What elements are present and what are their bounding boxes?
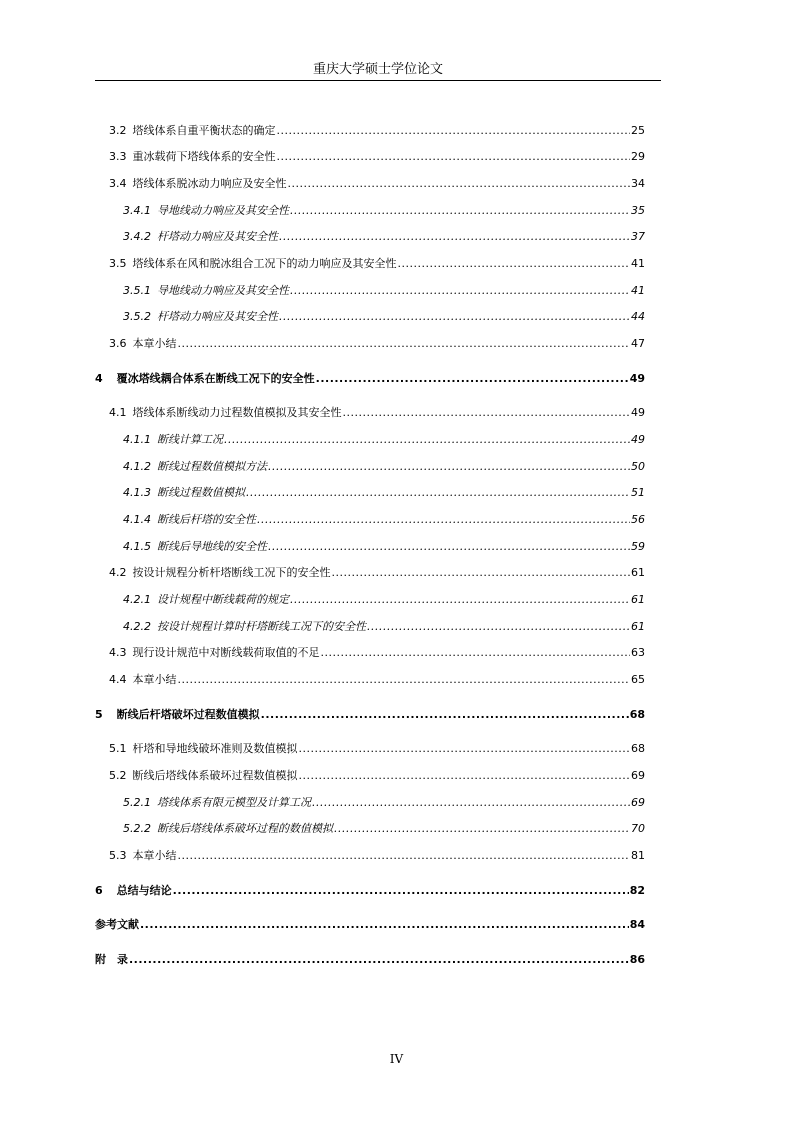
toc-entry-page: 68 xyxy=(629,708,645,721)
toc-entry-number: 3.3 xyxy=(109,150,127,163)
toc-leader xyxy=(257,512,630,528)
toc-entry[interactable] xyxy=(95,459,645,475)
toc-leader xyxy=(312,795,630,811)
toc-entry-page: 29 xyxy=(631,150,645,163)
toc-entry-page: 44 xyxy=(631,310,645,323)
toc-leader xyxy=(279,229,630,245)
toc-entry-title: 杆塔动力响应及其安全性 xyxy=(157,310,278,323)
toc-leader xyxy=(316,371,629,387)
toc-entry-title: 参考文献 xyxy=(95,918,139,931)
toc-entry-page: 37 xyxy=(631,230,645,243)
toc-entry-number: 4.1.3 xyxy=(123,486,151,499)
toc-entry[interactable] xyxy=(95,645,645,661)
toc-entry-page: 70 xyxy=(631,822,645,835)
toc-entry-title: 断线过程数值模拟方法 xyxy=(157,460,267,473)
toc-entry-page: 49 xyxy=(631,433,645,446)
toc-entry-title: 塔线体系在风和脱冰组合工况下的动力响应及其安全性 xyxy=(132,257,397,270)
toc-leader xyxy=(178,336,631,352)
toc-entry[interactable] xyxy=(95,707,645,723)
toc-leader xyxy=(290,283,630,299)
toc-leader xyxy=(321,645,631,661)
toc-entry-page: 65 xyxy=(631,673,645,686)
toc-entry-page: 63 xyxy=(631,646,645,659)
toc-entry[interactable] xyxy=(95,229,645,245)
toc-entry[interactable] xyxy=(95,672,645,688)
toc-entry-number: 4.2.1 xyxy=(123,593,151,606)
toc-entry-number: 4.2 xyxy=(109,566,127,579)
toc-entry-number: 3.5.1 xyxy=(123,284,151,297)
toc-entry-page: 41 xyxy=(631,257,645,270)
toc-entry-title: 塔线体系自重平衡状态的确定 xyxy=(132,124,276,137)
toc-entry-page: 34 xyxy=(631,177,645,190)
toc-entry-title: 设计规程中断线载荷的规定 xyxy=(157,593,289,606)
toc-entry-number: 5.1 xyxy=(109,742,127,755)
toc-entry-page: 84 xyxy=(629,918,645,931)
toc-entry-page: 86 xyxy=(629,953,645,966)
toc-entry-number: 4.1 xyxy=(109,406,127,419)
toc-entry-page: 41 xyxy=(631,284,645,297)
toc-entry-title: 总结与结论 xyxy=(116,884,172,897)
toc-entry-number: 4.1.1 xyxy=(123,433,151,446)
toc-entry-number: 4.1.5 xyxy=(123,540,151,553)
toc-leader xyxy=(279,309,630,325)
toc-entry-number: 6 xyxy=(95,884,103,897)
toc-entry-title: 本章小结 xyxy=(132,673,177,686)
toc-leader xyxy=(334,821,630,837)
toc-leader xyxy=(140,917,629,933)
toc-entry-number: 5.3 xyxy=(109,849,127,862)
toc-entry[interactable] xyxy=(95,309,645,325)
toc-entry-number: 5.2.1 xyxy=(123,796,151,809)
toc-entry[interactable] xyxy=(95,883,645,899)
toc-entry[interactable] xyxy=(95,512,645,528)
toc-entry[interactable] xyxy=(95,256,645,272)
toc-leader xyxy=(178,848,631,864)
toc-leader xyxy=(288,176,631,192)
toc-entry-title: 现行设计规范中对断线载荷取值的不足 xyxy=(132,646,320,659)
toc-leader xyxy=(261,707,629,723)
toc-entry-page: 69 xyxy=(631,769,645,782)
toc-entry[interactable] xyxy=(95,592,645,608)
toc-leader xyxy=(129,952,629,968)
toc-entry-page: 56 xyxy=(631,513,645,526)
toc-entry-page: 49 xyxy=(631,406,645,419)
toc-entry[interactable] xyxy=(95,485,645,501)
toc-entry-title: 覆冰塔线耦合体系在断线工况下的安全性 xyxy=(116,372,315,385)
toc-entry-title: 杆塔和导地线破坏准则及数值模拟 xyxy=(132,742,298,755)
toc-entry-title: 断线后杆塔的安全性 xyxy=(157,513,256,526)
toc-entry[interactable] xyxy=(95,539,645,555)
page-number: IV xyxy=(389,1052,404,1066)
toc-leader xyxy=(332,565,631,581)
toc-leader xyxy=(299,741,631,757)
toc-entry[interactable] xyxy=(95,821,645,837)
page-header: 重庆大学硕士学位论文 xyxy=(312,62,443,77)
toc-entry-number: 4.3 xyxy=(109,646,127,659)
toc-entry-title: 塔线体系脱冰动力响应及安全性 xyxy=(132,177,287,190)
toc-entry-title: 导地线动力响应及其安全性 xyxy=(157,204,289,217)
toc-entry-number: 3.5.2 xyxy=(123,310,151,323)
toc-entry-title: 塔线体系断线动力过程数值模拟及其安全性 xyxy=(132,406,342,419)
toc-entry-page: 35 xyxy=(631,204,645,217)
toc-entry-page: 68 xyxy=(631,742,645,755)
toc-entry[interactable] xyxy=(95,176,645,192)
toc-entry[interactable] xyxy=(95,336,645,352)
toc-entry-number: 3.4.1 xyxy=(123,204,151,217)
toc-entry-title: 断线后杆塔破坏过程数值模拟 xyxy=(116,708,260,721)
toc-entry-number: 3.2 xyxy=(109,124,127,137)
toc-entry-number: 3.5 xyxy=(109,257,127,270)
toc-entry-number: 3.4 xyxy=(109,177,127,190)
toc-entry-number: 4.1.4 xyxy=(123,513,151,526)
toc-entry-title: 本章小结 xyxy=(132,849,177,862)
toc-entry-title: 塔线体系有限元模型及计算工况 xyxy=(157,796,311,809)
toc-leader xyxy=(246,485,630,501)
toc-leader xyxy=(299,768,631,784)
toc-leader xyxy=(173,883,629,899)
toc-entry[interactable] xyxy=(95,149,645,165)
toc-entry-title: 杆塔动力响应及其安全性 xyxy=(157,230,278,243)
toc-entry-title: 断线后塔线体系破坏过程数值模拟 xyxy=(132,769,298,782)
toc-entry-number: 3.4.2 xyxy=(123,230,151,243)
toc-entry-page: 47 xyxy=(631,337,645,350)
toc-entry-number: 4.1.2 xyxy=(123,460,151,473)
toc-leader xyxy=(224,432,630,448)
toc-entry[interactable] xyxy=(95,123,645,139)
toc-entry-page: 59 xyxy=(631,540,645,553)
toc-entry-number: 4 xyxy=(95,372,103,385)
toc-leader xyxy=(290,203,630,219)
toc-entry[interactable] xyxy=(95,952,645,968)
toc-entry-page: 61 xyxy=(631,593,645,606)
toc-entry-page: 69 xyxy=(631,796,645,809)
toc-entry-number: 5.2 xyxy=(109,769,127,782)
toc-entry[interactable] xyxy=(95,917,645,933)
toc-entry[interactable] xyxy=(95,203,645,219)
toc-entry-title: 导地线动力响应及其安全性 xyxy=(157,284,289,297)
toc-entry-title: 断线计算工况 xyxy=(157,433,223,446)
toc-leader xyxy=(367,619,630,635)
toc-entry-title: 断线过程数值模拟 xyxy=(157,486,245,499)
toc-entry-page: 61 xyxy=(631,566,645,579)
toc-leader xyxy=(178,672,631,688)
toc-leader xyxy=(268,539,630,555)
toc-entry[interactable] xyxy=(95,741,645,757)
toc-leader xyxy=(277,123,631,139)
toc-leader xyxy=(398,256,631,272)
toc-entry-page: 50 xyxy=(631,460,645,473)
toc-entry-number: 4.2.2 xyxy=(123,620,151,633)
toc-entry-page: 81 xyxy=(631,849,645,862)
toc-entry[interactable] xyxy=(95,565,645,581)
toc-entry-title: 按设计规程计算时杆塔断线工况下的安全性 xyxy=(157,620,366,633)
toc-entry[interactable] xyxy=(95,768,645,784)
toc-entry-title: 重冰载荷下塔线体系的安全性 xyxy=(132,150,276,163)
toc-entry-number: 3.6 xyxy=(109,337,127,350)
toc-entry-page: 25 xyxy=(631,124,645,137)
toc-leader xyxy=(268,459,630,475)
toc-entry[interactable] xyxy=(95,371,645,387)
toc-entry-title: 按设计规程分析杆塔断线工况下的安全性 xyxy=(132,566,331,579)
toc-leader xyxy=(343,405,631,421)
toc-leader xyxy=(290,592,630,608)
toc-entry-title: 附 录 xyxy=(95,953,128,966)
toc-entry-page: 51 xyxy=(631,486,645,499)
toc-leader xyxy=(277,149,631,165)
toc-entry-title: 本章小结 xyxy=(132,337,177,350)
toc-entry[interactable] xyxy=(95,432,645,448)
toc-entry-number: 5 xyxy=(95,708,103,721)
toc-entry-page: 49 xyxy=(629,372,645,385)
table-of-contents xyxy=(95,0,645,1000)
toc-entry[interactable] xyxy=(95,848,645,864)
toc-entry[interactable] xyxy=(95,405,645,421)
toc-entry-page: 82 xyxy=(629,884,645,897)
toc-entry-number: 4.4 xyxy=(109,673,127,686)
toc-entry-title: 断线后塔线体系破坏过程的数值模拟 xyxy=(157,822,333,835)
toc-entry[interactable] xyxy=(95,619,645,635)
toc-entry-number: 5.2.2 xyxy=(123,822,151,835)
toc-entry-title: 断线后导地线的安全性 xyxy=(157,540,267,553)
toc-entry[interactable] xyxy=(95,795,645,811)
toc-entry[interactable] xyxy=(95,283,645,299)
toc-entry-page: 61 xyxy=(631,620,645,633)
